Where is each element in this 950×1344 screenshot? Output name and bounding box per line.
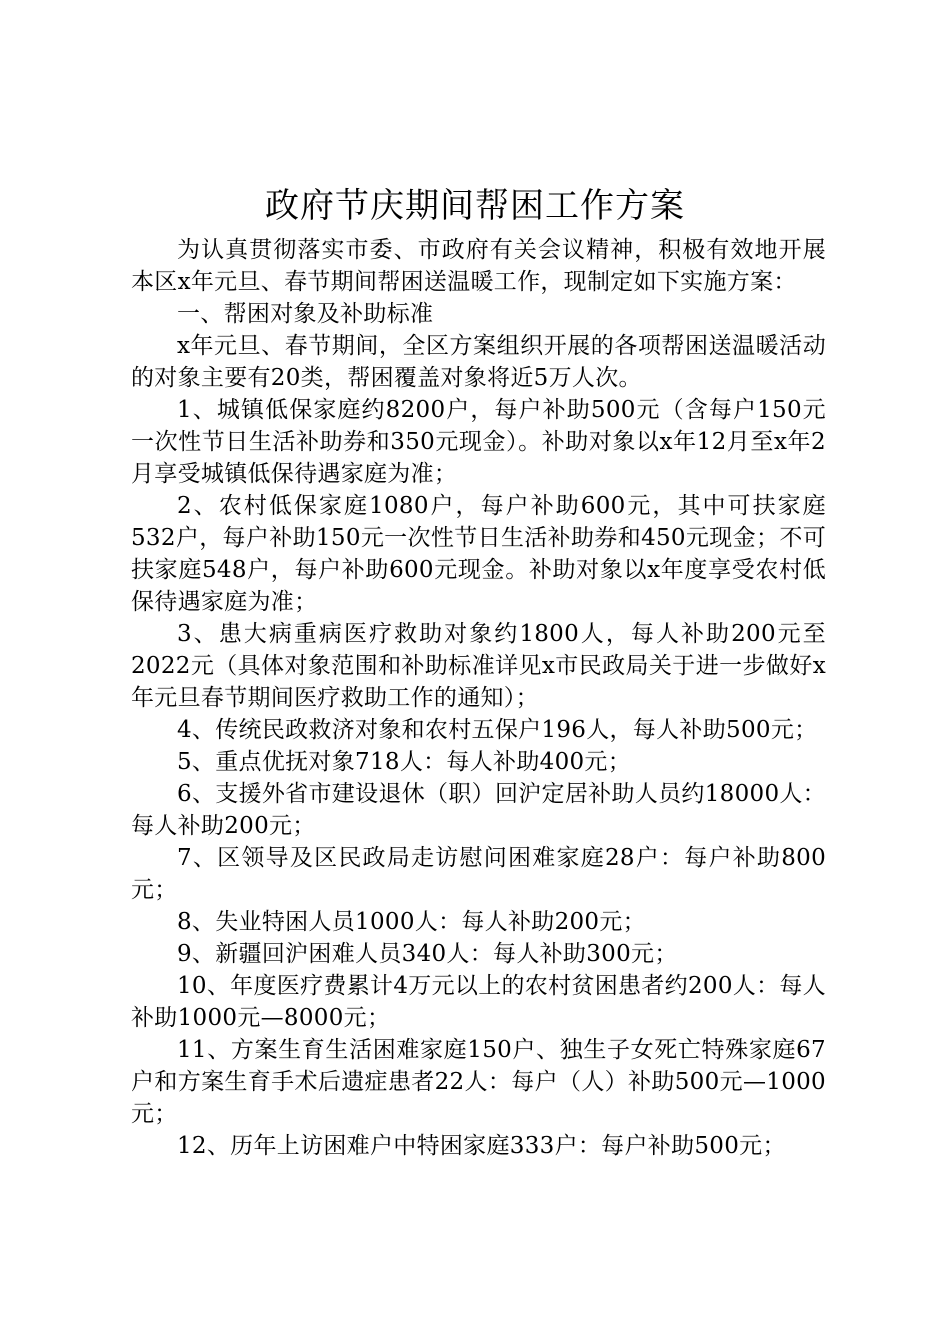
intro-paragraph: 为认真贯彻落实市委、市政府有关会议精神，积极有效地开展本区x年元旦、春节期间帮困送温暖工作，现制定如下实施方案： <box>131 237 826 295</box>
list-item-1: 1、城镇低保家庭约8200户，每户补助500元（含每户150元一次性节日生活补助券和350元现金）。补助对象以x年12月至x年2月享受城镇低保待遇家庭为准； <box>131 397 826 487</box>
list-item-6: 6、支援外省市建设退休（职）回沪定居补助人员约18000人：每人补助200元； <box>131 781 826 839</box>
list-item-4: 4、传统民政救济对象和农村五保户196人，每人补助500元； <box>177 717 818 743</box>
document-title: 政府节庆期间帮困工作方案 <box>265 186 685 226</box>
list-item-7: 7、区领导及区民政局走访慰问困难家庭28户：每户补助800元； <box>131 845 826 903</box>
list-item-2: 2、农村低保家庭1080户，每户补助600元，其中可扶家庭532户，每户补助150元一次性节日生活补助券和450元现金；不可扶家庭548户，每户补助600元现金。补助对象以x年度享受农村低保待遇家庭为准； <box>131 493 826 615</box>
list-item-11: 11、方案生育生活困难家庭150户、独生子女死亡特殊家庭67户和方案生育手术后遗症患者22人：每户（人）补助500元—1000元； <box>131 1037 826 1127</box>
list-item-9: 9、新疆回沪困难人员340人：每人补助300元； <box>177 941 678 967</box>
document-body <box>131 234 826 1162</box>
list-item-12: 12、历年上访困难户中特困家庭333户：每户补助500元； <box>177 1133 786 1159</box>
overview-paragraph: x年元旦、春节期间，全区方案组织开展的各项帮困送温暖活动的对象主要有20类，帮困覆盖对象将近5万人次。 <box>131 333 826 391</box>
list-item-3: 3、患大病重病医疗救助对象约1800人，每人补助200元至2022元（具体对象范围和补助标准详见x市民政局关于进一步做好x年元旦春节期间医疗救助工作的通知）； <box>131 621 826 711</box>
list-item-8: 8、失业特困人员1000人：每人补助200元； <box>177 909 646 935</box>
list-item-5: 5、重点优抚对象718人：每人补助400元； <box>177 749 632 775</box>
section-heading: 一、帮困对象及补助标准 <box>177 301 434 327</box>
list-item-10: 10、年度医疗费累计4万元以上的农村贫困患者约200人：每人补助1000元—8000元； <box>131 973 826 1031</box>
